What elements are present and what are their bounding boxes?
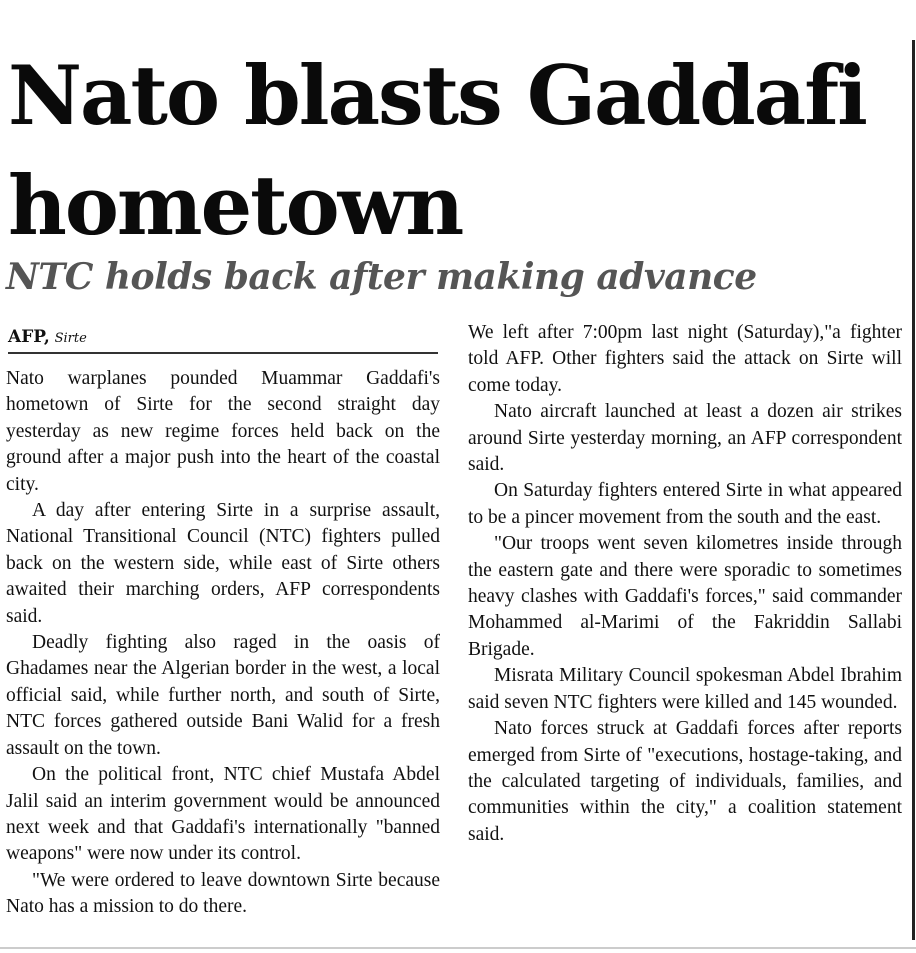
- subheadline: NTC holds back after making advance: [6, 256, 757, 298]
- paragraph: Nato warplanes pounded Muammar Gaddafi's hometown of Sirte for the second straight day yesterday as new regime forces held back on the ground after a major push into the heart of the coastal city.: [6, 368, 440, 495]
- column-rule-right: [912, 40, 915, 940]
- article-column-2: [468, 320, 902, 848]
- article-column-1: [6, 366, 440, 921]
- paragraph: On Saturday fighters entered Sirte in what appeared to be a pincer movement from the south and the east.: [468, 480, 902, 528]
- paragraph: Misrata Military Council spokesman Abdel Ibrahim said seven NTC fighters were killed and 145 wounded.: [468, 665, 902, 713]
- paragraph: We left after 7:00pm last night (Saturday),"a fighter told AFP. Other fighters said the attack on Sirte will come today.: [468, 322, 902, 396]
- paragraph: "Our troops went seven kilometres inside through the eastern gate and there were sporadic to sometimes heavy clashes with Gaddafi's forces," said commander Mohammed al-Marimi of the Fakriddin Sallabi Brigade.: [468, 533, 902, 660]
- byline-place: Sirte: [54, 331, 87, 346]
- byline: [8, 326, 438, 354]
- paragraph: Nato aircraft launched at least a dozen air strikes around Sirte yesterday morning, an AFP correspondent said.: [468, 401, 902, 476]
- paragraph: On the political front, NTC chief Mustafa Abdel Jalil said an interim government would be announced next week and that Gaddafi's internationally "banned weapons" were now under its control.: [6, 764, 440, 865]
- page-bottom-edge: [0, 947, 916, 949]
- paragraph: Nato forces struck at Gaddafi forces after reports emerged from Sirte of "executions, hostage-taking, and the calculated targeting of individuals, families, and communities within the city," a coalition statement said.: [468, 718, 902, 845]
- headline: Nato blasts Gaddafi hometown: [8, 49, 866, 254]
- paragraph: "We were ordered to leave downtown Sirte because Nato has a mission to do there.: [6, 869, 440, 918]
- paragraph: A day after entering Sirte in a surprise assault, National Transitional Council (NTC) fighters pulled back on the western side, while east of Sirte others awaited their marching orders, AFP correspondents said.: [6, 500, 440, 627]
- paragraph: Deadly fighting also raged in the oasis of Ghadames near the Algerian border in the west, a local official said, while further north, and south of Sirte, NTC forces gathered outside Bani Walid for a fresh assault on the town.: [6, 632, 440, 759]
- byline-agency: AFP,: [8, 327, 50, 347]
